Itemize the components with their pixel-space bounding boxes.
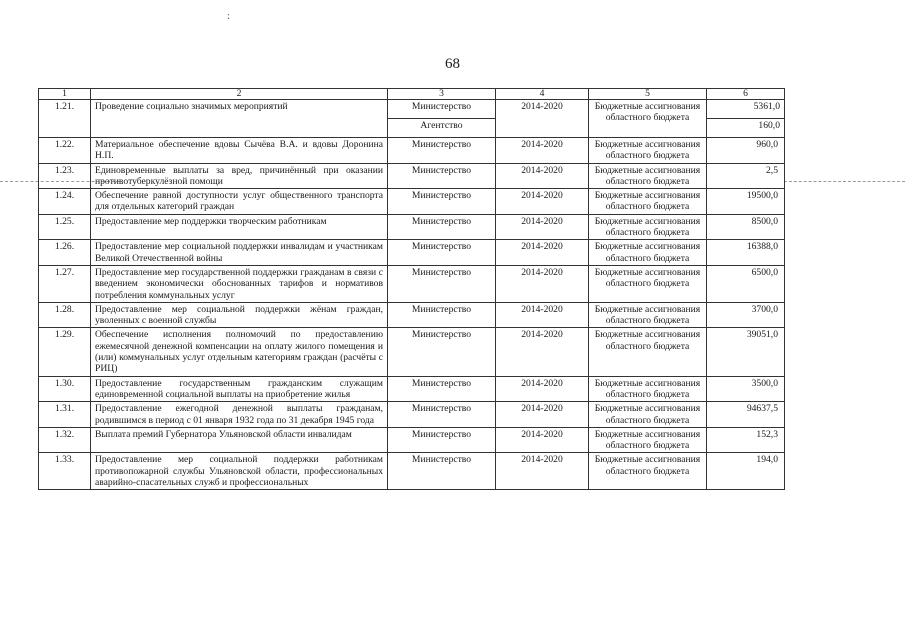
row-number: 1.33. xyxy=(39,453,91,490)
row-amount: 5361,0 xyxy=(707,100,784,119)
row-number: 1.23. xyxy=(39,163,91,189)
table-row xyxy=(39,138,785,164)
row-number: 1.31. xyxy=(39,402,91,428)
page-number: 68 xyxy=(445,56,460,72)
row-period: 2014-2020 xyxy=(496,265,589,302)
row-source: Бюджетные ассигнования областного бюджета xyxy=(589,302,707,328)
table-row xyxy=(39,265,785,302)
row-amount: 160,0 xyxy=(758,120,780,131)
row-source: Бюджетные ассигнования областного бюджета xyxy=(589,138,707,164)
row-period: 2014-2020 xyxy=(496,328,589,376)
row-period: 2014-2020 xyxy=(496,376,589,402)
row-executor: Министерство xyxy=(388,138,496,164)
header-cell: 6 xyxy=(707,89,785,100)
row-source: Бюджетные ассигнования областного бюджета xyxy=(589,214,707,240)
row-source: Бюджетные ассигнования областного бюджета xyxy=(589,240,707,266)
row-period: 2014-2020 xyxy=(496,189,589,215)
table-row xyxy=(39,376,785,402)
row-number: 1.24. xyxy=(39,189,91,215)
row-name: Предоставление ежегодной денежной выплаты гражданам, родившимся в период с 01 января 1932 года по 31 декабря 1945 года xyxy=(91,402,388,428)
page-bottom-crop xyxy=(0,600,905,640)
row-number: 1.26. xyxy=(39,240,91,266)
row-number: 1.22. xyxy=(39,138,91,164)
table-row xyxy=(39,302,785,328)
row-period: 2014-2020 xyxy=(496,214,589,240)
row-name: Предоставление государственным гражданским служащим единовременной социальной выплаты на приобретение жилья xyxy=(91,376,388,402)
row-number: 1.27. xyxy=(39,265,91,302)
row-amount: 94637,5 xyxy=(707,402,785,428)
row-name: Предоставление мер социальной поддержки работникам противопожарной службы Ульяновской области, профессиональных аварийно-спасательных служб и профессиональных xyxy=(91,453,388,490)
row-executor: Министерство xyxy=(388,427,496,453)
row-name: Предоставление мер поддержки творческим работникам xyxy=(91,214,388,240)
header-cell: 1 xyxy=(39,89,91,100)
row-name: Обеспечение исполнения полномочий по предоставлению ежемесячной денежной компенсации на оплату жилого помещения и (или) коммунальных услуг отдельным категориям граждан (расчёты с РИЦ) xyxy=(91,328,388,376)
row-executor: Министерство xyxy=(388,214,496,240)
table-row xyxy=(39,402,785,428)
header-row xyxy=(39,89,785,100)
row-source: Бюджетные ассигнования областного бюджета xyxy=(589,328,707,376)
header-cell: 5 xyxy=(589,89,707,100)
row-source: Бюджетные ассигнования областного бюджета xyxy=(589,100,707,138)
row-executor: Министерство xyxy=(388,163,496,189)
row-amount: 152,3 xyxy=(707,427,785,453)
row-executor: Министерство xyxy=(388,302,496,328)
row-name: Материальное обеспечение вдовы Сычёва В.А. и вдовы Доронина Н.П. xyxy=(91,138,388,164)
row-executor-split xyxy=(388,100,496,138)
row-amount: 194,0 xyxy=(707,453,785,490)
table-row xyxy=(39,100,785,138)
row-source: Бюджетные ассигнования областного бюджета xyxy=(589,453,707,490)
row-amount: 8500,0 xyxy=(707,214,785,240)
row-period: 2014-2020 xyxy=(496,302,589,328)
row-executor: Министерство xyxy=(388,453,496,490)
row-amount: 16388,0 xyxy=(707,240,785,266)
table-row xyxy=(39,328,785,376)
row-source: Бюджетные ассигнования областного бюджета xyxy=(589,163,707,189)
row-number: 1.21. xyxy=(39,100,91,138)
row-amount: 3500,0 xyxy=(707,376,785,402)
row-period: 2014-2020 xyxy=(496,163,589,189)
table-row xyxy=(39,214,785,240)
header-cell: 2 xyxy=(91,89,388,100)
row-executor: Министерство xyxy=(388,240,496,266)
row-name: Обеспечение равной доступности услуг общественного транспорта для отдельных категорий граждан xyxy=(91,189,388,215)
table-row xyxy=(39,453,785,490)
row-executor: Министерство xyxy=(388,402,496,428)
program-table xyxy=(38,88,784,490)
header-cell: 4 xyxy=(496,89,589,100)
row-source: Бюджетные ассигнования областного бюджета xyxy=(589,402,707,428)
row-executor: Министерство xyxy=(388,328,496,376)
row-amount-split xyxy=(707,100,785,138)
row-name: Проведение социально значимых мероприятий xyxy=(91,100,388,138)
header-cell: 3 xyxy=(388,89,496,100)
row-number: 1.30. xyxy=(39,376,91,402)
row-executor: Министерство xyxy=(388,265,496,302)
row-name: Единовременные выплаты за вред, причинённый при оказании противотуберкулёзной помощи xyxy=(91,163,388,189)
row-executor: Агентство xyxy=(420,120,463,131)
row-number: 1.28. xyxy=(39,302,91,328)
row-amount: 39051,0 xyxy=(707,328,785,376)
row-period: 2014-2020 xyxy=(496,453,589,490)
row-amount: 960,0 xyxy=(707,138,785,164)
row-executor: Министерство xyxy=(388,100,495,119)
row-amount: 3700,0 xyxy=(707,302,785,328)
row-number: 1.32. xyxy=(39,427,91,453)
row-executor: Министерство xyxy=(388,376,496,402)
table-row xyxy=(39,427,785,453)
row-source: Бюджетные ассигнования областного бюджета xyxy=(589,376,707,402)
row-source: Бюджетные ассигнования областного бюджета xyxy=(589,427,707,453)
row-number: 1.29. xyxy=(39,328,91,376)
row-name: Предоставление мер социальной поддержки инвалидам и участникам Великой Отечественной войны xyxy=(91,240,388,266)
row-period: 2014-2020 xyxy=(496,427,589,453)
row-source: Бюджетные ассигнования областного бюджета xyxy=(589,265,707,302)
table-row xyxy=(39,189,785,215)
scan-fold-line-right xyxy=(784,181,905,182)
row-period: 2014-2020 xyxy=(496,138,589,164)
row-period: 2014-2020 xyxy=(496,240,589,266)
row-period: 2014-2020 xyxy=(496,402,589,428)
row-period: 2014-2020 xyxy=(496,100,589,138)
row-source: Бюджетные ассигнования областного бюджета xyxy=(589,189,707,215)
row-amount: 2,5 xyxy=(707,163,785,189)
row-amount: 19500,0 xyxy=(707,189,785,215)
row-name: Предоставление мер социальной поддержки жёнам граждан, уволенных с военной службы xyxy=(91,302,388,328)
page-mark: : xyxy=(227,10,231,22)
table-row xyxy=(39,240,785,266)
row-amount: 6500,0 xyxy=(707,265,785,302)
table-row xyxy=(39,163,785,189)
row-executor: Министерство xyxy=(388,189,496,215)
row-name: Выплата премий Губернатора Ульяновской области инвалидам xyxy=(91,427,388,453)
row-number: 1.25. xyxy=(39,214,91,240)
row-name: Предоставление мер государственной поддержки гражданам в связи с введением экономически обоснованных тарифов и нормативов потребления коммунальных услуг xyxy=(91,265,388,302)
